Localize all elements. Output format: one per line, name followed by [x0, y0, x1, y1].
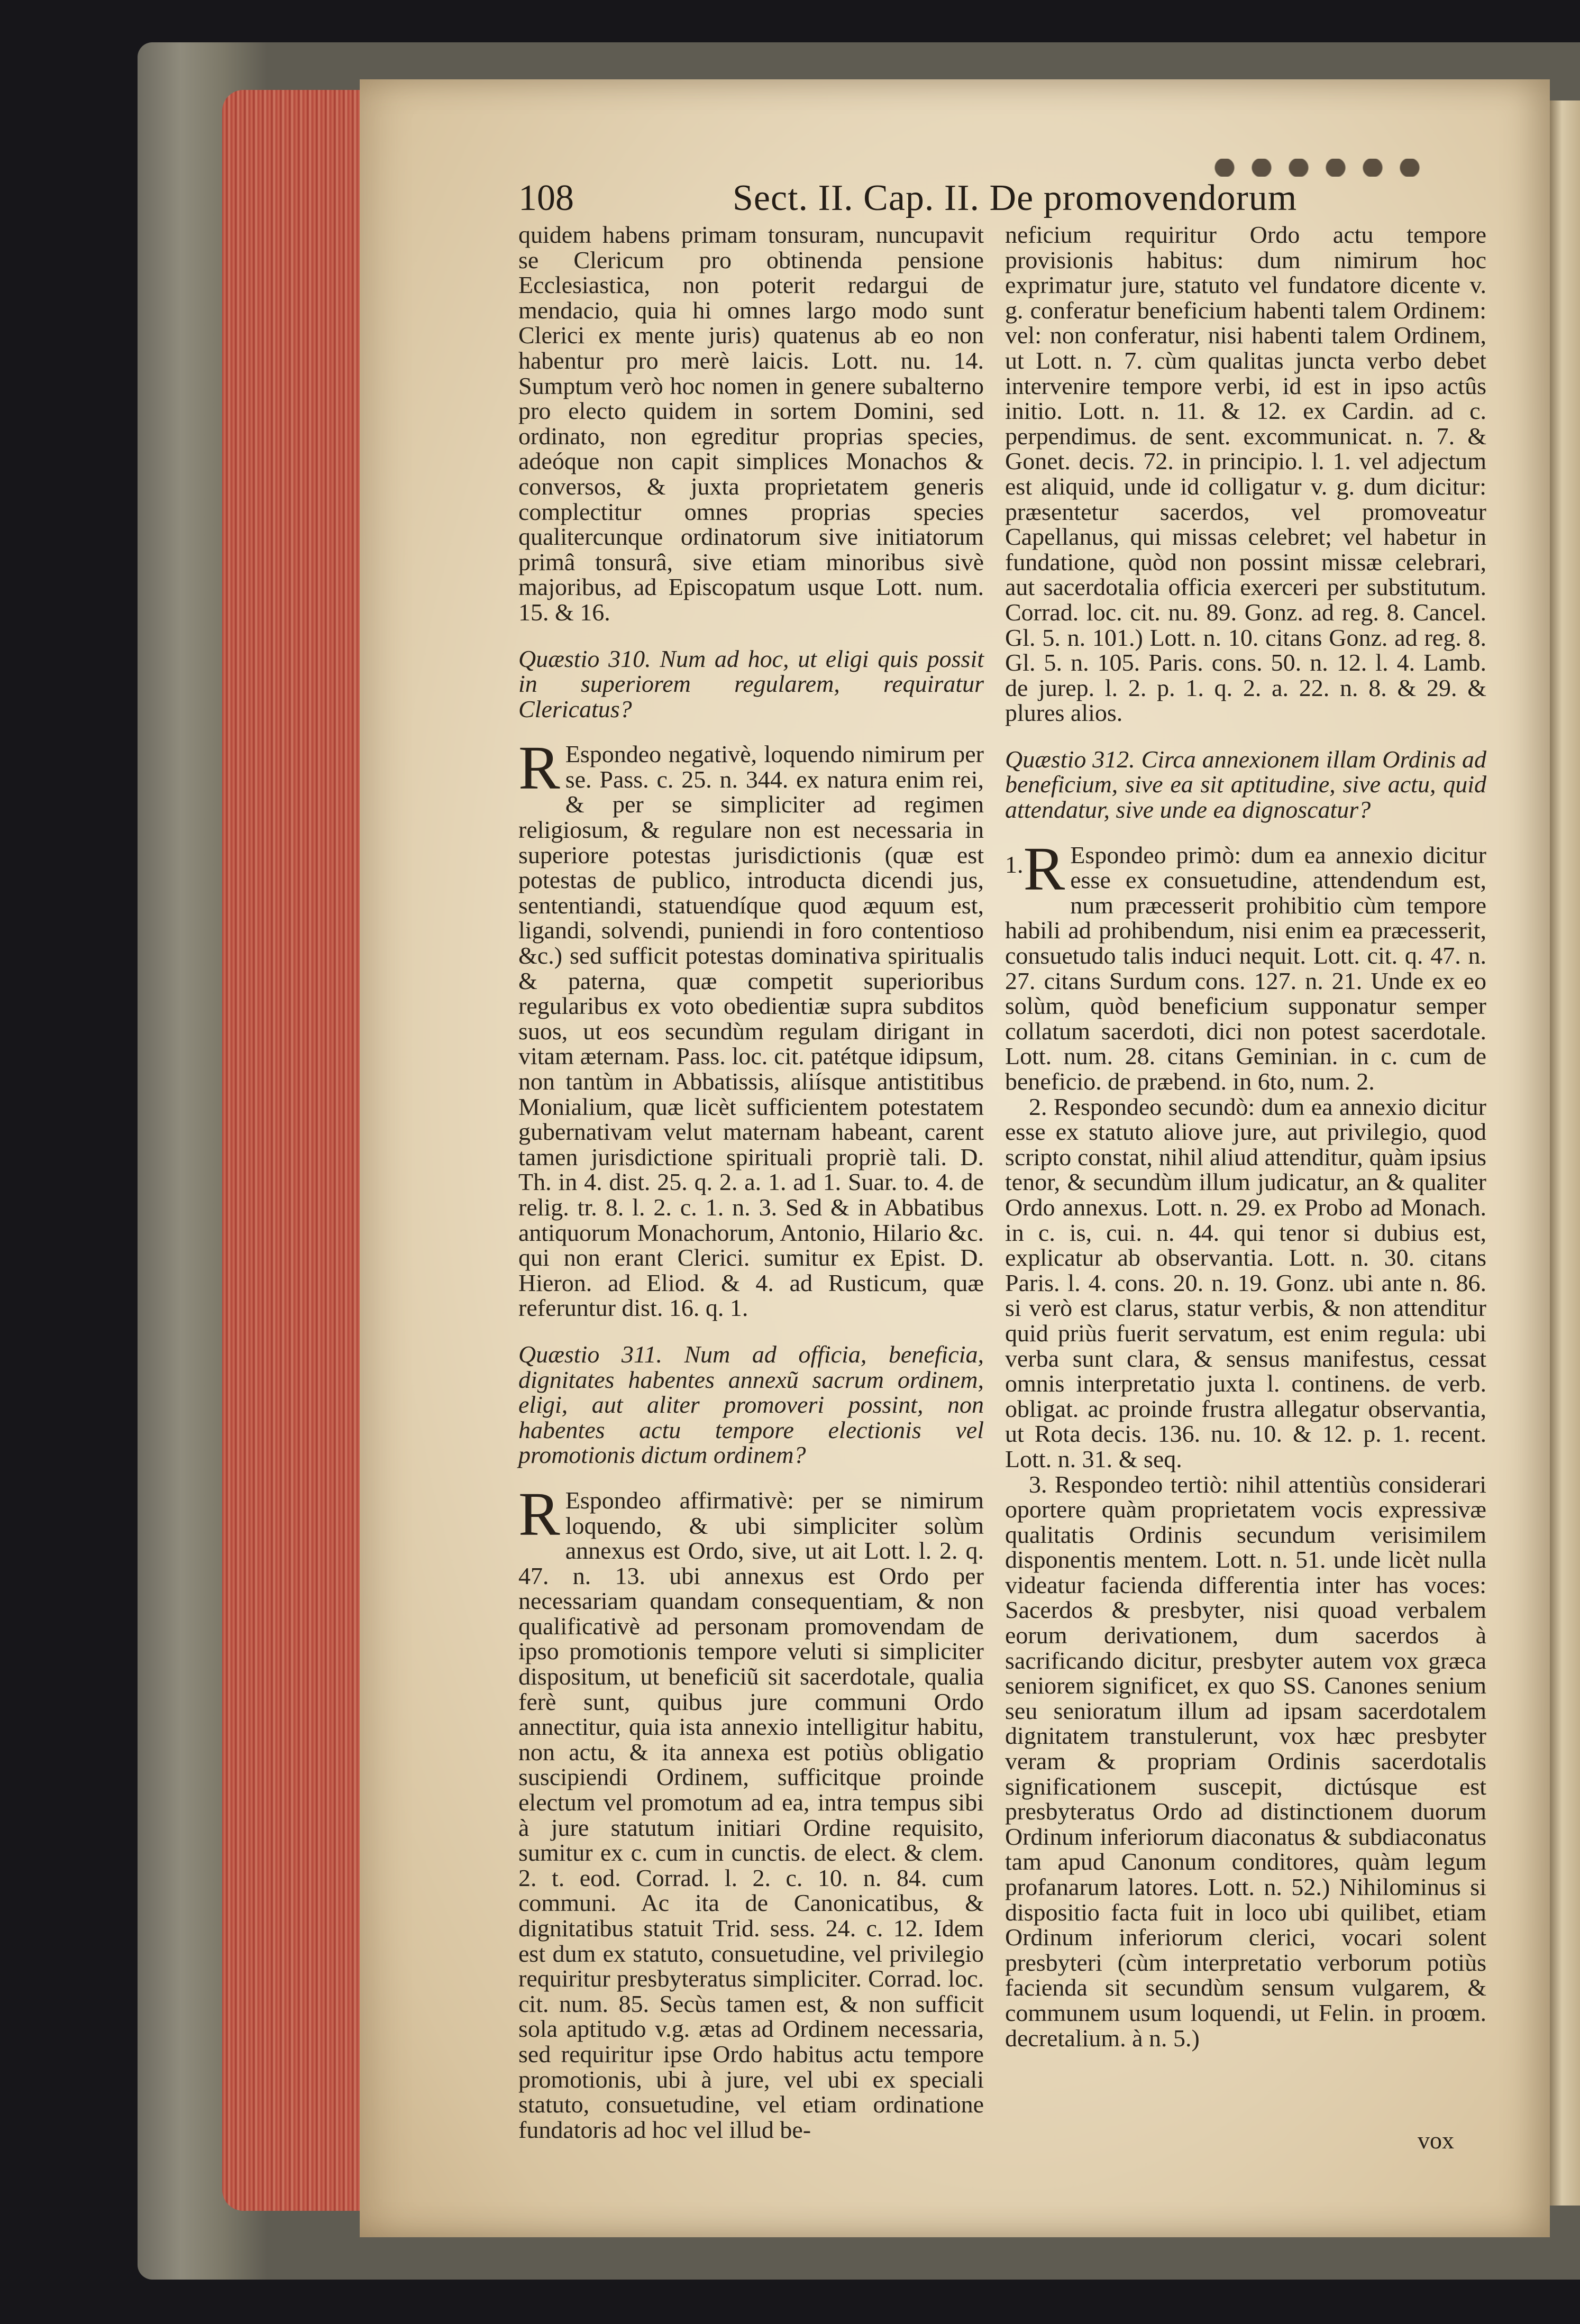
quaestio-311: Quæstio 311. Num ad officia, beneficia, dignitates habentes annexũ sacrum ordinem, eligi, aut aliter promoveri possint, non habentes actu tempore electionis vel promotionis dictum ordinem? [518, 1340, 984, 1469]
running-title: Sect. II. Cap. II. De promovendorum [733, 178, 1298, 218]
drop-cap: R [518, 733, 560, 803]
responsio-311 [518, 1479, 984, 2143]
responsio-312-secundo: 2. Respondeo secundò: dum ea annexio dicitur esse ex statuto aliove jure, aut privilegio, quod scripto constat, nihil aliud attenditur, quàm ipsius tenor, & secundùm illum judicatur, an & qualiter Ordo annexus. Lott. n. 29. ex Probo ad Monach. in c. is, cui. n. 44. qui tenor si dubius est, explicatur ab observantia. Lott. n. 30. citans Paris. l. 4. cons. 20. n. 19. Gonz. ubi ante n. 86. si verò est clarus, statur verbis, & non attenditur quid priùs fuerit servatum, est enim regula: ubi verba sunt clara, & sensus manifestus, cessat omnis interpretatio juxta l. continens. de verb. obligat. ac proinde frustra allegatur observantia, ut Rota decis. 136. nu. 10. & 12. p. 1. recent. Lott. n. 31. & seq. [1005, 1093, 1486, 1472]
facing-page-edge [1550, 100, 1580, 2206]
drop-cap: R [1023, 834, 1065, 903]
continued-paragraph: neficium requiritur Ordo actu tempore provisionis habitus: dum nimirum hoc exprimatur jure, statuto vel fundatore dicente v. g. conferatur beneficium habenti talem Ordinem: vel: non conferatur, nisi habenti talem Ordinem, ut Lott. n. 7. cùm qualitas juncta verbo debet intervenire tempore verbi, id est in ipso actûs initio. Lott. n. 11. & 12. ex Cardin. ad c. perpendimus. de sent. excommunicat. n. 7. & Gonet. decis. 72. in principio. l. 1. vel adjectum est aliquid, unde id colligatur v. g. dum dicitur: præsentetur sacerdos, vel promoveatur Capellanus, qui missas celebret; vel habetur in fundatione, quòd non possint missæ celebrari, aut sacerdotalia officia exerceri per substitutum. Corrad. loc. cit. nu. 89. Gonz. ad reg. 8. Cancel. Gl. 5. n. 101.) Lott. n. 10. citans Gonz. ad reg. 8. Gl. 5. n. 105. Paris. cons. 50. n. 12. l. 4. Lamb. de jurep. l. 2. p. 1. q. 2. a. 22. n. 8. & 29. & plures alios. [1005, 221, 1486, 727]
responsio-312-primo [1005, 834, 1486, 1095]
responsio-310 [518, 733, 984, 1322]
right-column [1005, 222, 1486, 2051]
quaestio-312: Quæstio 312. Circa annexionem illam Ordinis ad beneficium, sive ea sit aptitudine, sive actu, quid attendatur, sive unde ea dignoscatur? [1005, 745, 1486, 824]
responsio-312-primo-text: Espondeo primò: dum ea annexio dicitur esse ex consuetudine, attendendum est, num præcesserit prohibitio cùm tempore habili ad prohibendum, nisi enim ea præcesserit, consuetudo talis induci nequit. Lott. cit. q. 47. n. 27. citans Surdum cons. 127. n. 21. Unde ex eo solùm, quòd beneficium supponatur semper collatum sacerdoti, dici non potest sacerdotale. Lott. num. 28. citans Geminian. in c. cum de beneficio. de præbend. in 6to, num. 2. [1005, 841, 1486, 1095]
running-head [518, 169, 1312, 227]
drop-cap: R [518, 1479, 560, 1549]
left-column [518, 222, 984, 2142]
catchword: vox [1418, 2127, 1454, 2154]
quaestio-310: Quæstio 310. Num ad hoc, ut eligi quis possit in superiorem regularem, requiratur Clericatus? [518, 645, 984, 722]
item-number: 1. [1005, 850, 1024, 878]
continued-paragraph: quidem habens primam tonsuram, nuncupavit se Clericum pro obtinenda pensione Ecclesiastica, non poterit redargui de mendacio, quia hi omnes largo modo sunt Clerici ex mente juris) quatenus ab eo non habentur pro merè laicis. Lott. nu. 14. Sumptum verò hoc nomen in genere subalterno pro electo quidem in sortem Domini, sed ordinato, non egreditur proprias species, adeóque non capit simplices Monachos & conversos, & juxta proprietatem generis complectitur omnes proprias species qualitercunque ordinatorum sive initiatorum primâ tonsurâ, sive etiam minoribus sivè majoribus, ad Episcopatum usque Lott. num. 15. & 16. [518, 221, 984, 626]
page-edges-red [222, 90, 360, 2211]
responsio-312-tertio: 3. Respondeo tertiò: nihil attentiùs considerari oportere quàm proprietatem vocis expressivæ qualitatis Ordinis secundum verisimilem disponentis mentem. Lott. n. 51. unde licèt nulla videatur facienda differentia inter has voces: Sacerdos & presbyter, nisi quoad verbalem eorum derivationem, dum sacerdos à sacrificando dicitur, presbyter autem vox græca seniorem significet, ex quo SS. Canones senium seu senioratum illum ad ipsam sacerdotalem dignitatem transtulerunt, vox hæc presbyter veram & propriam Ordinis sacerdotalis significationem suscepit, dictúsque est presbyteratus Ordo ad distinctionem duorum Ordinum inferiorum diaconatus & subdiaconatus tam apud Canonum conditores, quàm legum profanarum latores. Lott. n. 52.) Nihilominus si dispositio facta fuit in loco ubi quilibet, etiam Ordinum inferiorum clerici, vocari solent presbyteri (cùm interpretatio verborum potiùs facienda sit secundùm sensum vulgarem, & communem usum loquendi, ut Felin. in proœm. decretalium. à n. 5.) [1005, 1470, 1486, 2052]
responsio-311-text: Espondeo affirmativè: per se nimirum loquendo, & ubi simpliciter solùm annexus est Ordo, sive, ut ait Lott. l. 2. q. 47. n. 13. ubi annexus est Ordo per necessariam quandam consequentiam, & non qualificativè ad personam promovendam de ipso promotionis tempore veluti si simpliciter dispositum, ut beneficiũ sit sacerdotale, qualia ferè sunt, quibus jure communi Ordo annectitur, quia ista annexio intelligitur habitu, non actu, & ita annexa est potiùs obligatio suscipiendi Ordinem, sufficitque proinde electum vel promotum ad ea, intra tempus sibi à jure statutum initiari Ordine requisito, sumitur ex c. cum in cunctis. de elect. & clem. 2. t. eod. Corrad. l. 2. c. 10. n. 84. cum communi. Ac ita de Canonicatibus, & dignitatibus statuit Trid. sess. 24. c. 12. Idem est dum ex statuto, consuetudine, vel privilegio requiritur presbyteratus simpliciter. Corrad. loc. cit. num. 85. Secùs tamen est, & non sufficit sola aptitudo v.g. ætas ad Ordinem necessaria, sed requiritur ipse Ordo habitus actu tempore promotionis, ubi à jure, vel ubi ex speciali statuto, consuetudine, vel etiam ordinatione fundatoris ad hoc vel illud be- [518, 1486, 984, 2143]
responsio-310-text: Espondeo negativè, loquendo nimirum per se. Pass. c. 25. n. 344. ex natura enim rei, & per se simpliciter ad regimen religiosum, & regulare non est necessaria in superiore potestas jurisdictionis (quæ est potestas de publico, introducta dicendi jus, sententiandi, statuendíque quod æquum est, ligandi, solvendi, puniendi in foro contentioso &c.) sed sufficit potestas dominativa spiritualis & paterna, quæ competit superioribus regularibus ex voto obedientiæ supra subditos suos, ut eos secundùm regulam dirigant in vitam æternam. Pass. loc. cit. patétque idipsum, non tantùm in Abbatissis, aliísque antistitibus Monialium, quæ licèt sufficientem potestatem gubernativam velut maternam habeant, carent tamen jurisdictione spirituali propriè tali. D. Th. in 4. dist. 25. q. 2. a. 1. ad 1. Suar. to. 4. de relig. tr. 8. l. 2. c. 1. n. 3. Sed & in Abbatibus antiquorum Monachorum, Antonio, Hilario &c. qui non erant Clerici. sumitur ex Epist. D. Hieron. ad Eliod. & 4. ad Rusticum, quæ referuntur dist. 16. q. 1. [518, 740, 984, 1322]
page-number: 108 [518, 178, 574, 218]
